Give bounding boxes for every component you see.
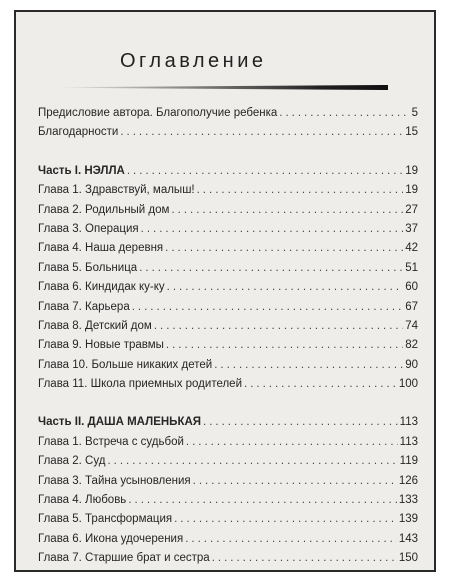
toc-chapter	[38, 549, 418, 568]
toc-chapter	[38, 472, 418, 491]
toc-chapter-title: Глава 3. Тайна усыновления	[38, 474, 191, 487]
dot-leader	[120, 123, 403, 142]
toc-chapter	[38, 336, 418, 355]
toc-entry-preface	[38, 104, 418, 123]
toc-chapter-title: Глава 3. Операция	[38, 222, 139, 235]
toc-chapter-page: 143	[398, 532, 418, 545]
toc-chapter-page: 19	[405, 184, 418, 197]
toc-chapter-title: Глава 6. Икона удочерения	[38, 532, 184, 545]
toc-part-page: 113	[399, 416, 418, 429]
toc-chapter	[38, 491, 418, 510]
toc-chapter-page: 100	[398, 378, 418, 391]
dot-leader	[214, 356, 403, 375]
toc-chapter-page: 37	[405, 222, 418, 235]
section-spacer	[38, 394, 418, 413]
toc-chapter-page: 113	[399, 435, 418, 448]
toc-chapter-title: Глава 7. Карьера	[38, 300, 130, 313]
toc-part-1	[38, 162, 418, 181]
toc-chapter-title: Глава 8. Детский дом	[38, 319, 152, 332]
toc-chapter	[38, 452, 418, 471]
dot-leader	[193, 472, 397, 491]
toc-chapter-page: 133	[398, 494, 418, 507]
dot-leader	[186, 433, 398, 452]
toc-chapter-page: 27	[405, 203, 418, 216]
toc-chapter	[38, 530, 418, 549]
toc-chapter	[38, 317, 418, 336]
page-title: Оглавление	[120, 50, 267, 72]
toc-chapter	[38, 181, 418, 200]
dot-leader	[132, 298, 403, 317]
toc-chapter	[38, 259, 418, 278]
dot-leader	[244, 375, 397, 394]
dot-leader	[139, 259, 403, 278]
toc-part-page: 19	[405, 164, 418, 177]
table-of-contents	[38, 104, 418, 569]
toc-chapter-title: Глава 9. Новые травмы	[38, 339, 164, 352]
toc-chapter-page: 51	[405, 261, 418, 274]
dot-leader	[141, 220, 404, 239]
dot-leader	[174, 510, 397, 529]
dot-leader	[166, 336, 403, 355]
book-page	[14, 10, 436, 572]
toc-chapter-title: Глава 5. Трансформация	[38, 513, 173, 526]
dot-leader	[167, 278, 404, 297]
toc-part-title: Часть II. ДАША МАЛЕНЬКАЯ	[38, 416, 202, 429]
dot-leader	[127, 162, 403, 181]
toc-chapter-page: 42	[405, 242, 418, 255]
toc-chapter-title: Глава 1. Встреча с судьбой	[38, 435, 184, 448]
toc-chapter-page: 60	[405, 281, 418, 294]
toc-chapter-title: Глава 4. Наша деревня	[38, 242, 164, 255]
toc-chapter-title: Глава 2. Родильный дом	[38, 203, 170, 216]
toc-entry-page: 15	[405, 126, 418, 139]
dot-leader	[197, 181, 404, 200]
toc-chapter-page: 119	[399, 455, 418, 468]
toc-chapter-title: Глава 2. Суд	[38, 455, 106, 468]
toc-chapter	[38, 375, 418, 394]
section-spacer	[38, 143, 418, 162]
toc-entry-acknowledgements	[38, 123, 418, 142]
toc-chapter	[38, 201, 418, 220]
toc-entry-title: Благодарности	[38, 126, 119, 139]
toc-chapter-title: Глава 4. Любовь	[38, 494, 127, 507]
toc-chapter-title: Глава 7. Старшие брат и сестра	[38, 552, 210, 565]
dot-leader	[203, 413, 398, 432]
toc-chapter-page: 139	[398, 513, 418, 526]
toc-chapter-title: Глава 6. Киндидак ку-ку	[38, 281, 165, 294]
toc-chapter-page: 82	[405, 339, 418, 352]
toc-chapter	[38, 510, 418, 529]
toc-part-title: Часть I. НЭЛЛА	[38, 164, 125, 177]
toc-chapter-page: 90	[405, 358, 418, 371]
toc-entry-title: Предисловие автора. Благополучие ребенка	[38, 107, 278, 119]
toc-chapter	[38, 220, 418, 239]
toc-chapter-title: Глава 10. Больше никаких детей	[38, 358, 213, 371]
toc-chapter	[38, 278, 418, 297]
toc-chapter	[38, 298, 418, 317]
toc-chapter-title: Глава 5. Больница	[38, 261, 138, 274]
toc-chapter-page: 74	[405, 319, 418, 332]
toc-chapter	[38, 239, 418, 258]
dot-leader	[171, 201, 403, 220]
toc-chapter-page: 126	[398, 474, 418, 487]
dot-leader	[107, 452, 397, 471]
toc-chapter-title: Глава 1. Здравствуй, малыш!	[38, 184, 195, 197]
dot-leader	[279, 104, 409, 123]
toc-chapter	[38, 433, 418, 452]
toc-chapter-page: 150	[398, 552, 418, 565]
title-underline	[58, 85, 388, 90]
dot-leader	[165, 239, 403, 258]
dot-leader	[185, 530, 397, 549]
toc-chapter-page: 67	[405, 300, 418, 313]
toc-part-2	[38, 413, 418, 432]
toc-chapter-title: Глава 11. Школа приемных родителей	[38, 378, 242, 391]
dot-leader	[128, 491, 397, 510]
toc-entry-page: 5	[411, 107, 418, 119]
toc-chapter	[38, 356, 418, 375]
dot-leader	[212, 549, 397, 568]
dot-leader	[154, 317, 403, 336]
